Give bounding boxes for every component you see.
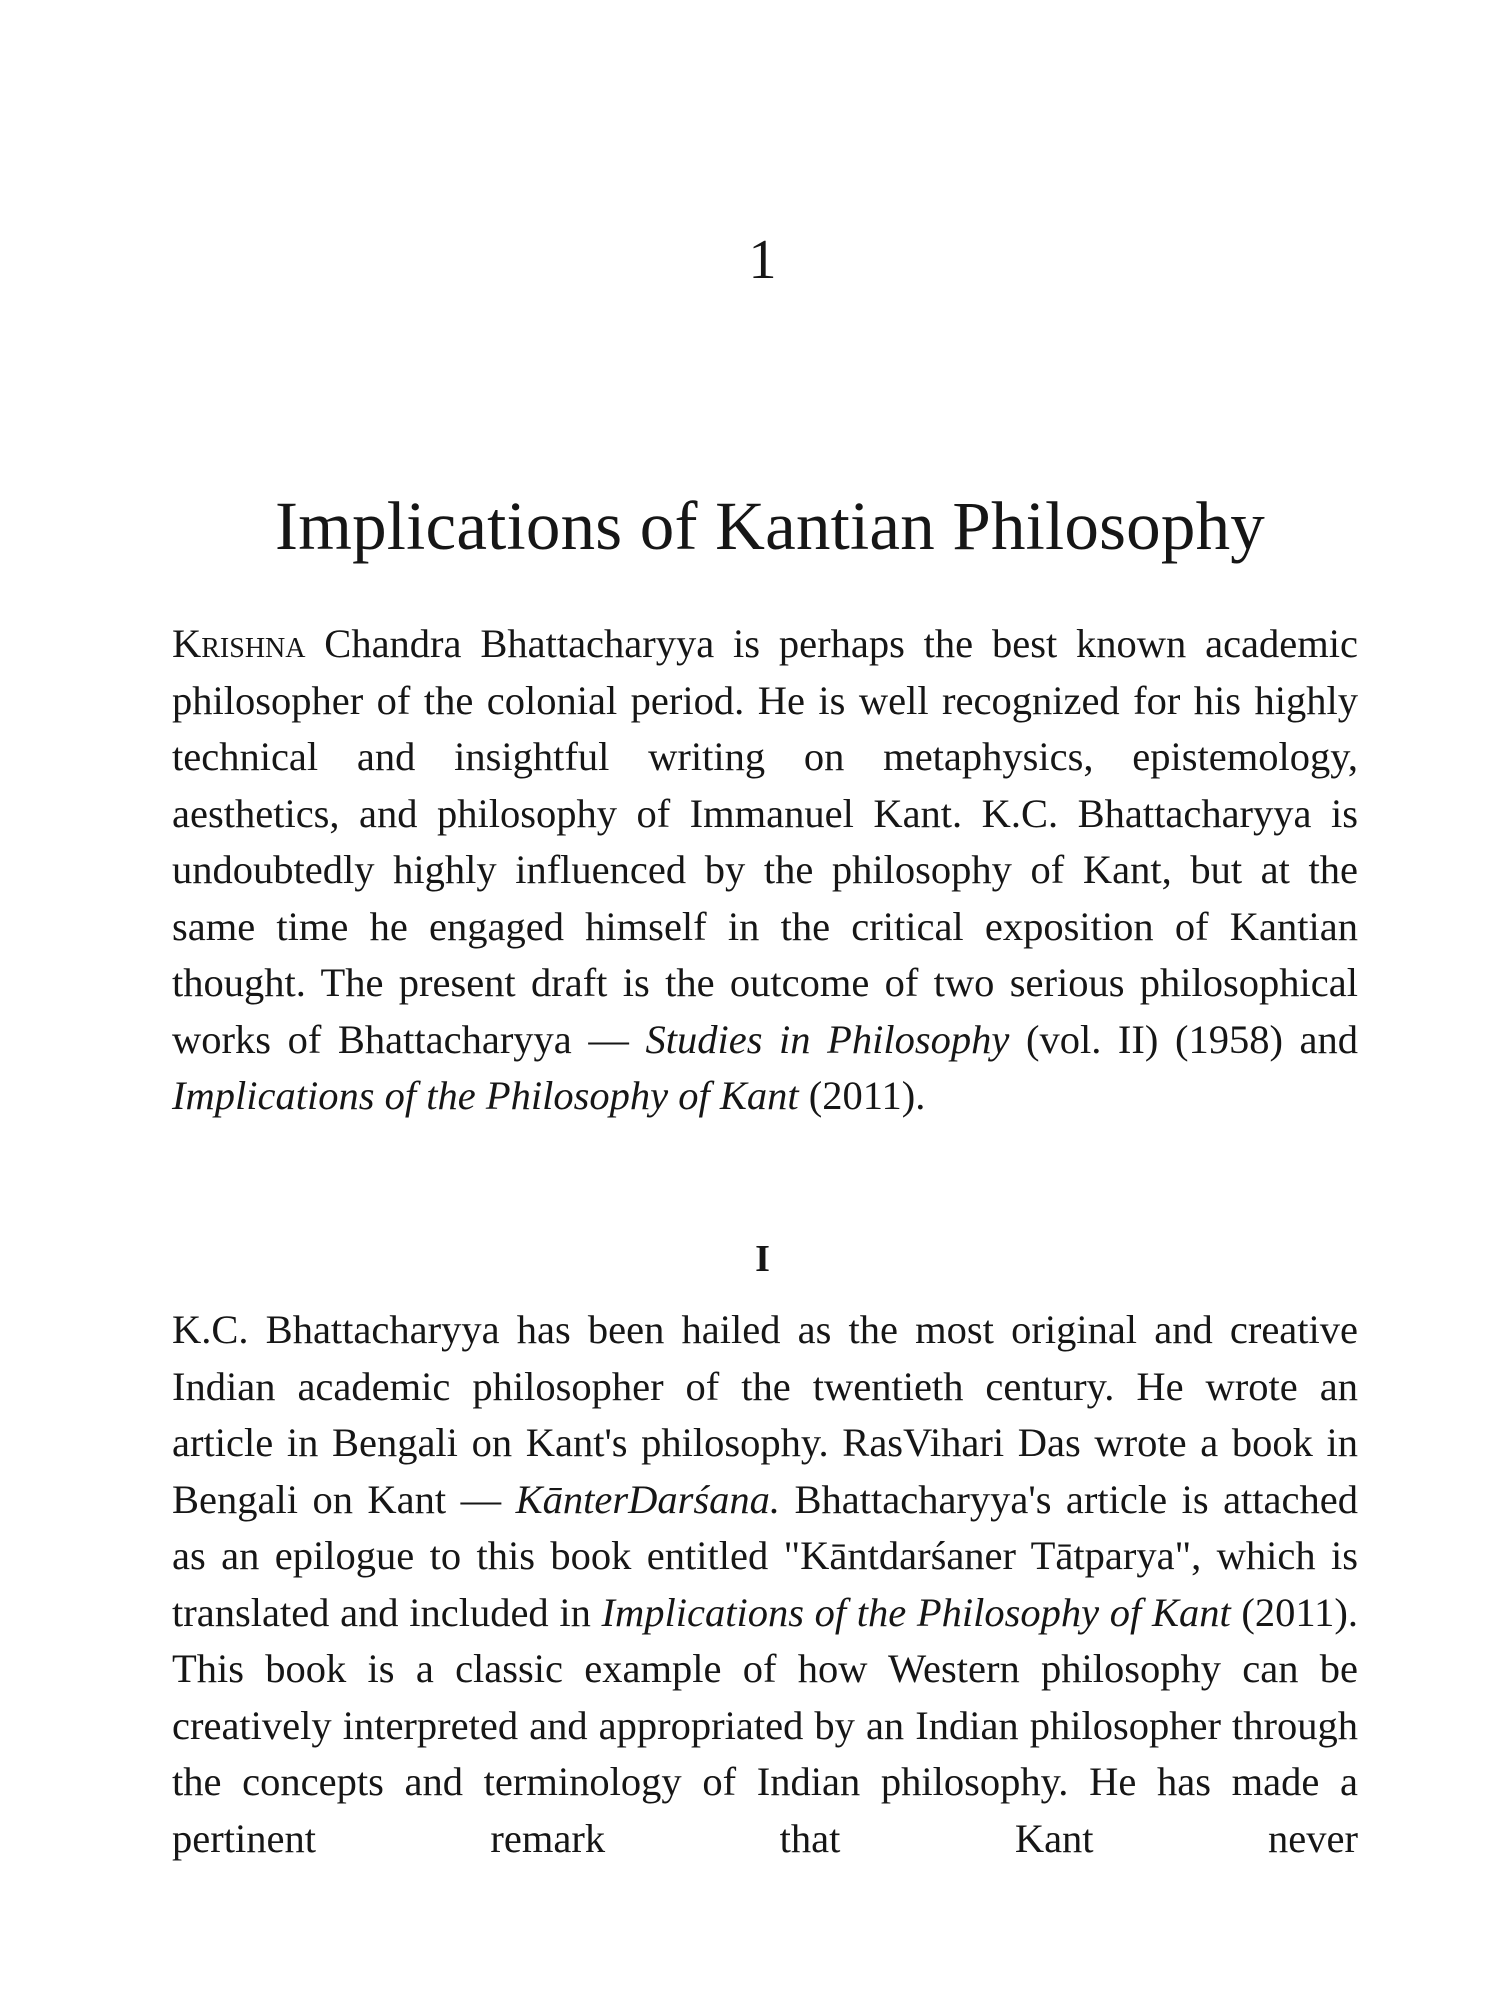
section-work-title-1: KānterDarśana. bbox=[515, 1476, 781, 1522]
intro-text-2: (vol. II) (1958) and bbox=[1009, 1016, 1358, 1062]
intro-text-3: (2011). bbox=[798, 1073, 926, 1118]
intro-paragraph bbox=[172, 616, 1358, 1125]
section-text-2: Bhattacharyya's article is attached as an epilogue to this book entitled "Kāntdarśaner Tātparya", which is translated and included in bbox=[172, 1476, 1358, 1635]
intro-text-1: Chandra Bhattacharyya is perhaps the best known academic philosopher of the colonial period. He is well recognized for his highly technical and insightful writing on metaphysics, epistemology, aesthetics, and philosophy of Immanuel Kant. K.C. Bhattacharyya is undoubtedly highly influenced by the philosophy of Kant, but at the same time he engaged himself in the critical exposition of Kantian thought. The present draft is the outcome of two serious philosophical works of Bhattacharyya — bbox=[172, 621, 1358, 1062]
chapter-number: 1 bbox=[748, 229, 777, 291]
chapter-title: Implications of Kantian Philosophy bbox=[275, 488, 1265, 564]
intro-work-title-1: Studies in Philosophy bbox=[645, 1016, 1010, 1062]
section-heading: I bbox=[755, 1238, 770, 1280]
section-paragraph bbox=[172, 1302, 1358, 1867]
section-work-title-2: Implications of the Philosophy of Kant bbox=[601, 1589, 1231, 1635]
intro-work-title-2: Implications of the Philosophy of Kant bbox=[172, 1073, 799, 1118]
opening-word: Krishna bbox=[172, 621, 306, 666]
section-text-1: K.C. Bhattacharyya has been hailed as the most original and creative Indian academic philosopher of the twentieth century. He wrote an article in Bengali on Kant's philosophy. RasVihari Das wrote a book in Bengali on Kant — bbox=[172, 1307, 1358, 1522]
section-text-3: (2011). This book is a classic example of how Western philosophy can be creatively interpreted and appropriated by an Indian philosopher through the concepts and terminology of Indian philosophy. He has made a pertinent remark that Kant never bbox=[172, 1589, 1358, 1861]
